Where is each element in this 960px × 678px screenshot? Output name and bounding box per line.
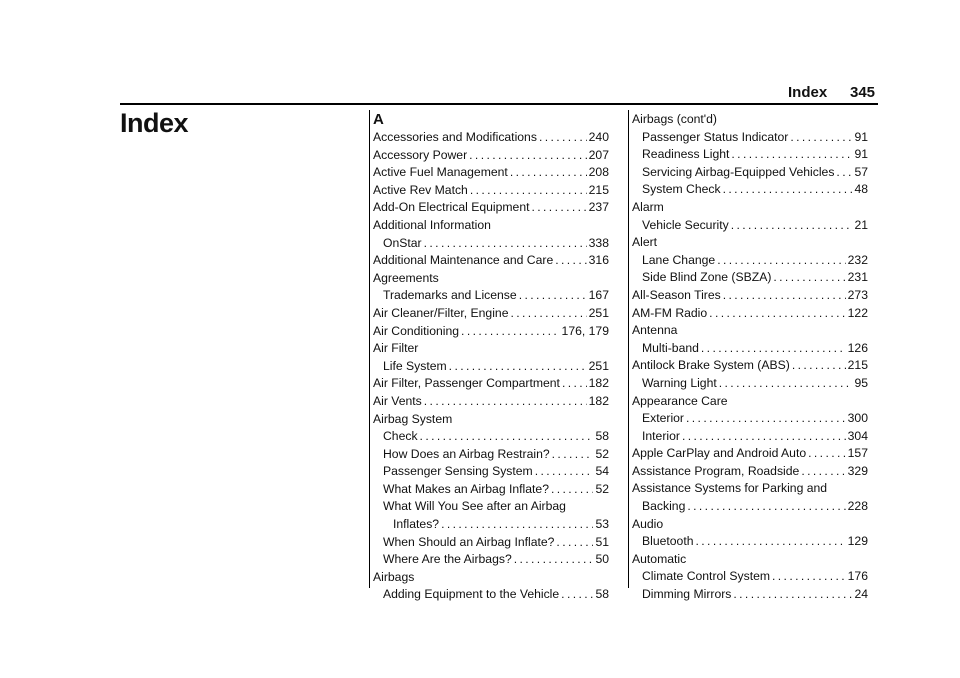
index-entry [373,235,609,253]
index-entry [373,463,609,481]
index-entry-label: AM-FM Radio [632,305,708,320]
index-entry [373,375,609,393]
header-rule [120,103,878,105]
leader-dots [687,498,845,516]
leader-dots [709,305,845,323]
leader-dots [772,568,846,586]
index-entry [373,393,609,411]
index-entry-label: Passenger Status Indicator [642,129,789,144]
index-entry [373,516,609,534]
index-entry-label: Active Rev Match [373,182,468,197]
leader-dots [470,182,587,200]
leader-dots [551,481,593,499]
index-entry-page: 207 [588,147,609,162]
index-entry-label: When Should an Airbag Inflate? [383,534,555,549]
index-entry-label: Readiness Light [642,147,730,162]
index-entry-page: 52 [595,481,609,496]
index-entry-label: Interior [642,428,680,443]
leader-dots [696,533,846,551]
index-entry-label: Check [383,429,418,444]
leader-dots [701,340,846,358]
leader-dots [731,146,852,164]
index-entry [632,410,868,428]
index-entry-label: Accessory Power [373,147,468,162]
index-entry-page: 231 [847,270,868,285]
index-entry-page: 129 [847,534,868,549]
leader-dots [562,375,587,393]
index-entry-page: 176, 179 [561,323,609,338]
index-entry-page: 91 [854,147,868,162]
index-entry [632,181,868,199]
index-entry-page: 54 [595,464,609,479]
index-entry [373,358,609,376]
index-entry-page: 251 [588,358,609,373]
index-heading: Airbags [373,569,415,584]
index-entry [632,146,868,164]
index-entry [632,217,868,235]
index-entry-label: Life System [383,358,447,373]
index-entry-label: Apple CarPlay and Android Auto [632,446,807,461]
index-entry-page: 182 [588,376,609,391]
index-heading: Alarm [632,199,664,214]
index-heading: What Will You See after an Airbag [383,499,566,514]
index-entry-label: Active Fuel Management [373,165,508,180]
index-heading: Air Filter [373,341,419,356]
leader-dots [723,181,853,199]
index-entry [632,428,868,446]
index-entry-page: 52 [595,446,609,461]
index-entry-label: Backing [642,499,686,514]
index-entry-label: Add-On Electrical Equipment [373,200,530,215]
index-entry [373,534,609,552]
index-entry [373,428,609,446]
index-entry-page: 273 [847,287,868,302]
leader-dots [514,551,594,569]
leader-dots [556,534,593,552]
index-entry-label: Assistance Program, Roadside [632,463,800,478]
index-entry-label: Servicing Airbag-Equipped Vehicles [642,164,835,179]
index-entry-page: 228 [847,499,868,514]
index-entry [632,586,868,604]
index-entry-page: 300 [847,411,868,426]
leader-dots [561,586,593,604]
index-entry-label: Multi-band [642,340,699,355]
index-entry-label: Passenger Sensing System [383,464,533,479]
index-entry [373,129,609,147]
running-title: Index [788,84,828,101]
index-entry [632,164,868,182]
leader-dots [808,445,846,463]
index-heading: Appearance Care [632,393,728,408]
index-entry [373,252,609,270]
index-entry [632,498,868,516]
index-entry-page: 232 [847,252,868,267]
index-entry-page: 21 [854,217,868,232]
index-entry-label: Trademarks and License [383,288,517,303]
index-entry-page: 251 [588,305,609,320]
index-entry-label: Inflates? [393,517,440,532]
index-entry-label: Climate Control System [642,569,771,584]
index-entry-page: 208 [588,165,609,180]
leader-dots [717,252,845,270]
index-heading: Additional Information [373,217,491,232]
leader-dots [801,463,845,481]
index-heading: Audio [632,516,664,531]
index-entry-label: What Makes an Airbag Inflate? [383,481,549,496]
index-entry [632,252,868,270]
index-entry [632,375,868,393]
index-entry-page: 237 [588,200,609,215]
page-number: 345 [850,84,876,101]
index-entry [373,147,609,165]
index-entry-page: 240 [588,130,609,144]
leader-dots [723,287,846,305]
index-heading: Assistance Systems for Parking and [632,481,828,496]
index-entry-label: Air Conditioning [373,323,460,338]
index-entry-label: Side Blind Zone (SBZA) [642,270,772,285]
index-heading: Alert [632,235,658,250]
index-entry [373,287,609,305]
index-entry-page: 95 [854,375,868,390]
index-entry-page: 316 [588,253,609,268]
leader-dots [552,446,594,464]
leader-dots [555,252,586,270]
index-entry-page: 58 [595,587,609,602]
index-entry [632,129,868,147]
index-heading: Automatic [632,551,687,566]
index-entry [373,164,609,182]
leader-dots [461,323,560,341]
index-entry [632,445,868,463]
index-entry-page: 126 [847,340,868,355]
index-entry-label: Additional Maintenance and Care [373,253,554,268]
index-entry-page: 51 [595,534,609,549]
leader-dots [531,199,586,217]
index-entry-label: OnStar [383,235,422,250]
index-entry [632,357,868,375]
index-entry-label: Adding Equipment to the Vehicle [383,587,560,602]
index-entry-page: 53 [595,517,609,532]
leader-dots [792,357,846,375]
leader-dots [539,129,587,147]
index-entry-page: 122 [847,305,868,320]
index-entry-page: 48 [854,182,868,197]
index-entry-label: Where Are the Airbags? [383,552,512,567]
index-entry [632,568,868,586]
index-entry-label: Air Cleaner/Filter, Engine [373,305,509,320]
index-entry [373,323,609,341]
index-entry-label: Vehicle Security [642,217,729,232]
leader-dots [686,410,846,428]
index-entry [373,305,609,323]
index-entry-page: 50 [595,552,609,567]
index-entry-label: Lane Change [642,252,716,267]
leader-dots [719,375,853,393]
leader-dots [441,516,593,534]
index-entry-page: 182 [588,393,609,408]
index-entry [373,446,609,464]
leader-dots [510,305,586,323]
page-header [0,84,960,104]
index-entry [632,269,868,287]
index-heading: Airbags (cont'd) [632,112,717,126]
index-entry [632,287,868,305]
index-entry-page: 57 [854,164,868,179]
index-entry-page: 157 [847,446,868,461]
leader-dots [773,269,845,287]
index-heading: Airbag System [373,411,453,426]
index-entry-page: 58 [595,429,609,444]
index-entry-label: Exterior [642,411,684,426]
index-entry-page: 24 [854,587,868,602]
index-entry-label: Air Vents [373,393,422,408]
index-entry-label: Dimming Mirrors [642,587,732,602]
index-entry-label: Bluetooth [642,534,694,549]
index-entry-page: 215 [588,182,609,197]
leader-dots [790,129,852,147]
index-entry-page: 329 [847,463,868,478]
leader-dots [424,235,587,253]
leader-dots [449,358,587,376]
index-column-2 [628,111,868,604]
index-entry-label: Air Filter, Passenger Compartment [373,376,560,391]
index-entry-page: 338 [588,235,609,250]
index-entry-page: 167 [588,288,609,303]
leader-dots [469,147,587,165]
leader-dots [519,287,587,305]
index-entry-label: System Check [642,182,721,197]
index-entry-label: Accessories and Modifications [373,130,537,144]
index-entry [373,199,609,217]
leader-dots [535,463,594,481]
leader-dots [424,393,587,411]
index-entry [373,586,609,604]
leader-dots [510,164,587,182]
index-entry-label: Antilock Brake System (ABS) [632,358,790,373]
index-entry [632,463,868,481]
leader-dots [733,586,852,604]
index-heading: Agreements [373,270,439,285]
index-entry-page: 91 [854,129,868,144]
index-entry [373,481,609,499]
index-letter: A [373,111,384,128]
leader-dots [731,217,853,235]
index-entry-page: 176 [847,569,868,584]
index-entry-label: How Does an Airbag Restrain? [383,446,550,461]
index-entry [632,305,868,323]
index-entry [373,551,609,569]
leader-dots [420,428,594,446]
index-entry [632,533,868,551]
index-heading: Antenna [632,323,678,338]
index-entry [632,340,868,358]
leader-dots [682,428,846,446]
index-entry-label: Warning Light [642,375,717,390]
leader-dots [836,164,852,182]
index-column-1 [369,110,609,604]
section-title: Index [120,108,189,138]
index-entry-page: 215 [847,358,868,373]
index-entry-page: 304 [847,428,868,443]
index-entry-label: All-Season Tires [632,287,721,302]
index-entry [373,182,609,200]
